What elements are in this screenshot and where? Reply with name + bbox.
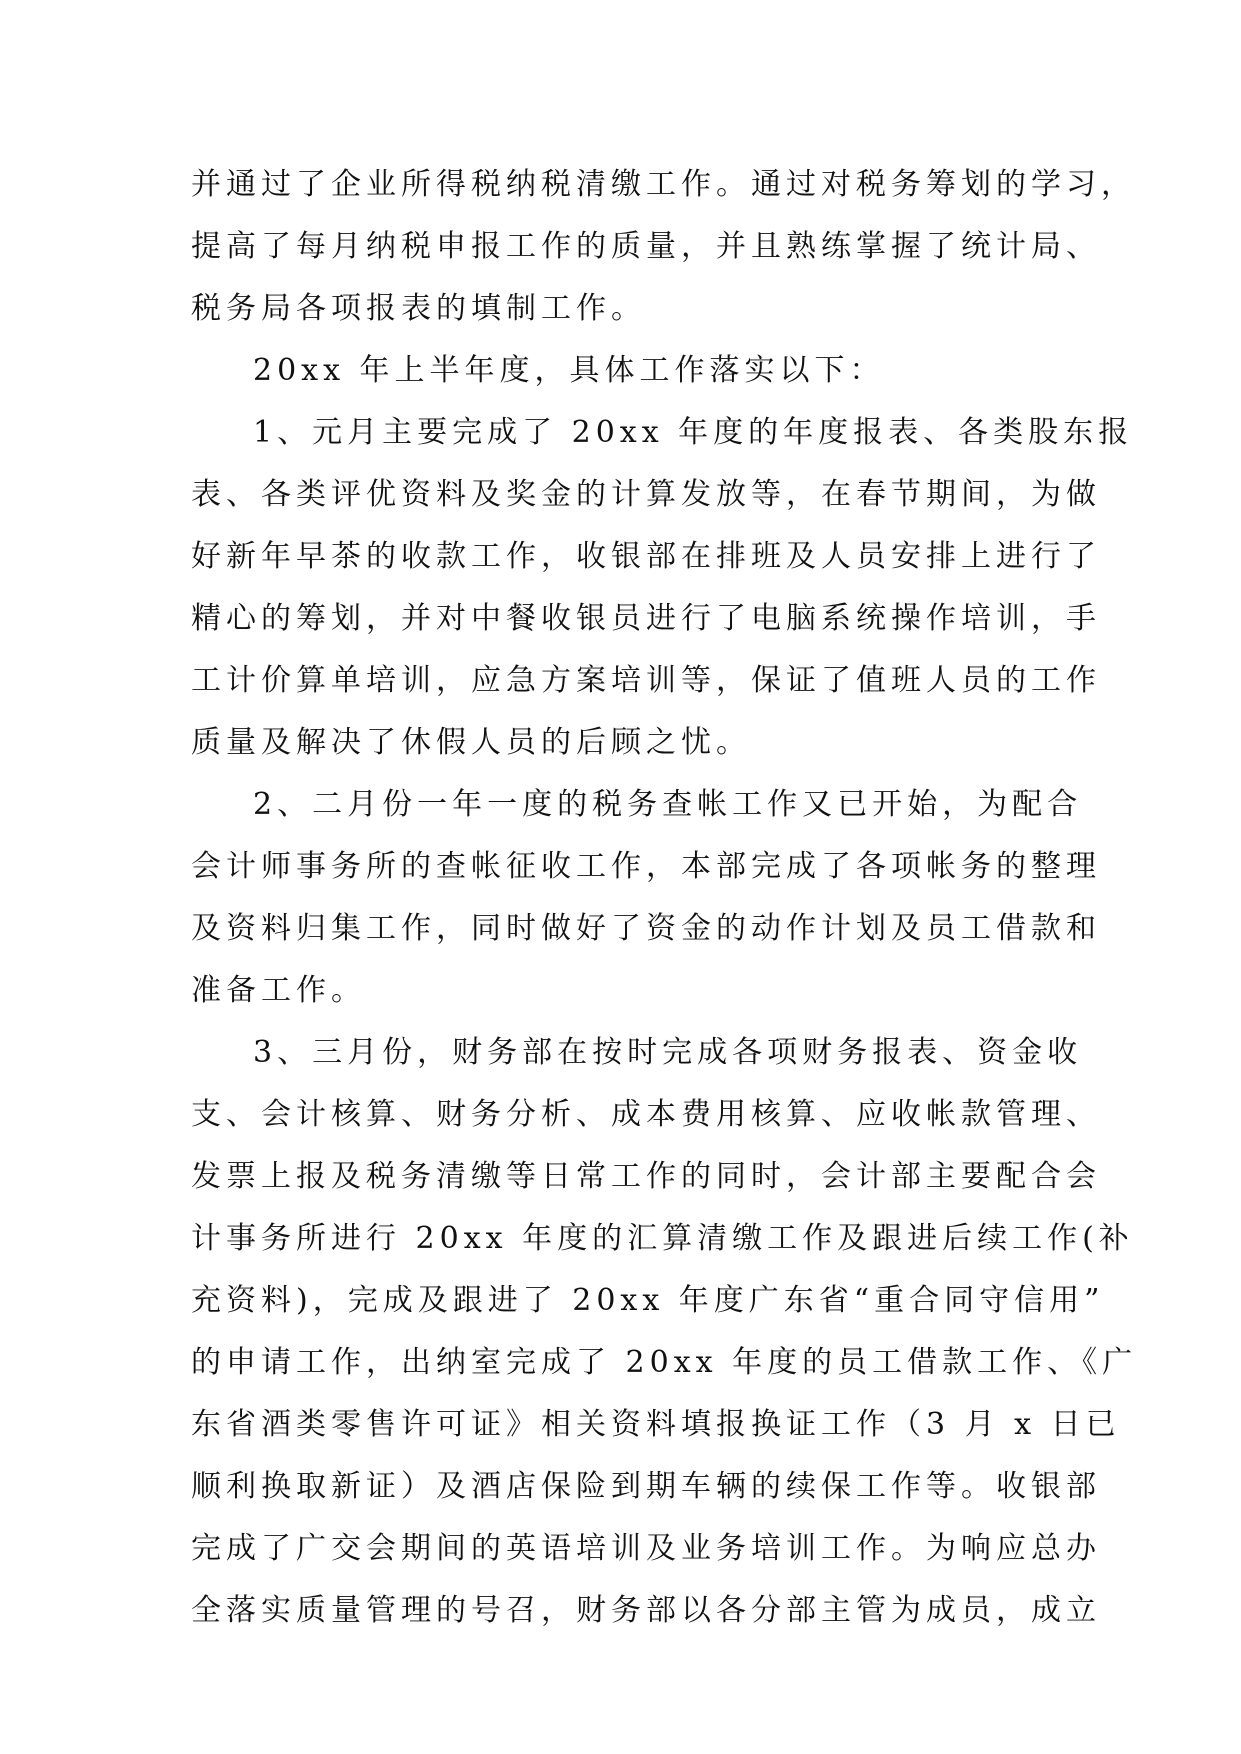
paragraph-line: 准备工作。: [191, 973, 366, 1008]
paragraph-line: 精心的筹划，并对中餐收银员进行了电脑系统操作培训，手: [191, 601, 1101, 636]
document-body: [191, 154, 1138, 1642]
paragraph-line: 顺利换取新证）及酒店保险到期车辆的续保工作等。收银部: [191, 1469, 1101, 1504]
paragraph-line: 表、各类评优资料及奖金的计算发放等，在春节期间，为做: [191, 477, 1101, 512]
paragraph-first-line: 1、元月主要完成了 20xx 年度的年度报表、各类股东报: [253, 415, 1134, 450]
paragraph-line: 全落实质量管理的号召，财务部以各分部主管为成员，成立: [191, 1593, 1101, 1628]
paragraph-line: 发票上报及税务清缴等日常工作的同时，会计部主要配合会: [191, 1159, 1101, 1194]
paragraph-line: 会计师事务所的查帐征收工作，本部完成了各项帐务的整理: [191, 849, 1101, 884]
paragraph-line: 东省酒类零售许可证》相关资料填报换证工作（3 月 x 日已: [191, 1407, 1121, 1442]
paragraph-line: 质量及解决了休假人员的后顾之忧。: [191, 725, 751, 760]
paragraph-line: 税务局各项报表的填制工作。: [191, 291, 646, 326]
paragraph-line: 的申请工作，出纳室完成了 20xx 年度的员工借款工作、《广: [191, 1345, 1138, 1380]
paragraph-line: 并通过了企业所得税纳税清缴工作。通过对税务筹划的学习，: [191, 167, 1136, 202]
paragraph-first-line: 20xx 年上半年度，具体工作落实以下：: [253, 353, 885, 388]
paragraph-first-line: 2、二月份一年一度的税务查帐工作又已开始，为配合: [253, 787, 1083, 822]
paragraph-line: 提高了每月纳税申报工作的质量，并且熟练掌握了统计局、: [191, 229, 1101, 264]
paragraph-line: 充资料)，完成及跟进了 20xx 年度广东省“重合同守信用”: [191, 1283, 1105, 1318]
paragraph-line: 好新年早茶的收款工作，收银部在排班及人员安排上进行了: [191, 539, 1101, 574]
paragraph-line: 工计价算单培训，应急方案培训等，保证了值班人员的工作: [191, 663, 1101, 698]
paragraph-line: 完成了广交会期间的英语培训及业务培训工作。为响应总办: [191, 1531, 1101, 1566]
paragraph-first-line: 3、三月份，财务部在按时完成各项财务报表、资金收: [253, 1035, 1083, 1070]
paragraph-line: 计事务所进行 20xx 年度的汇算清缴工作及跟进后续工作(补: [191, 1221, 1134, 1256]
paragraph-line: 支、会计核算、财务分析、成本费用核算、应收帐款管理、: [191, 1097, 1101, 1132]
paragraph-line: 及资料归集工作，同时做好了资金的动作计划及员工借款和: [191, 911, 1101, 946]
